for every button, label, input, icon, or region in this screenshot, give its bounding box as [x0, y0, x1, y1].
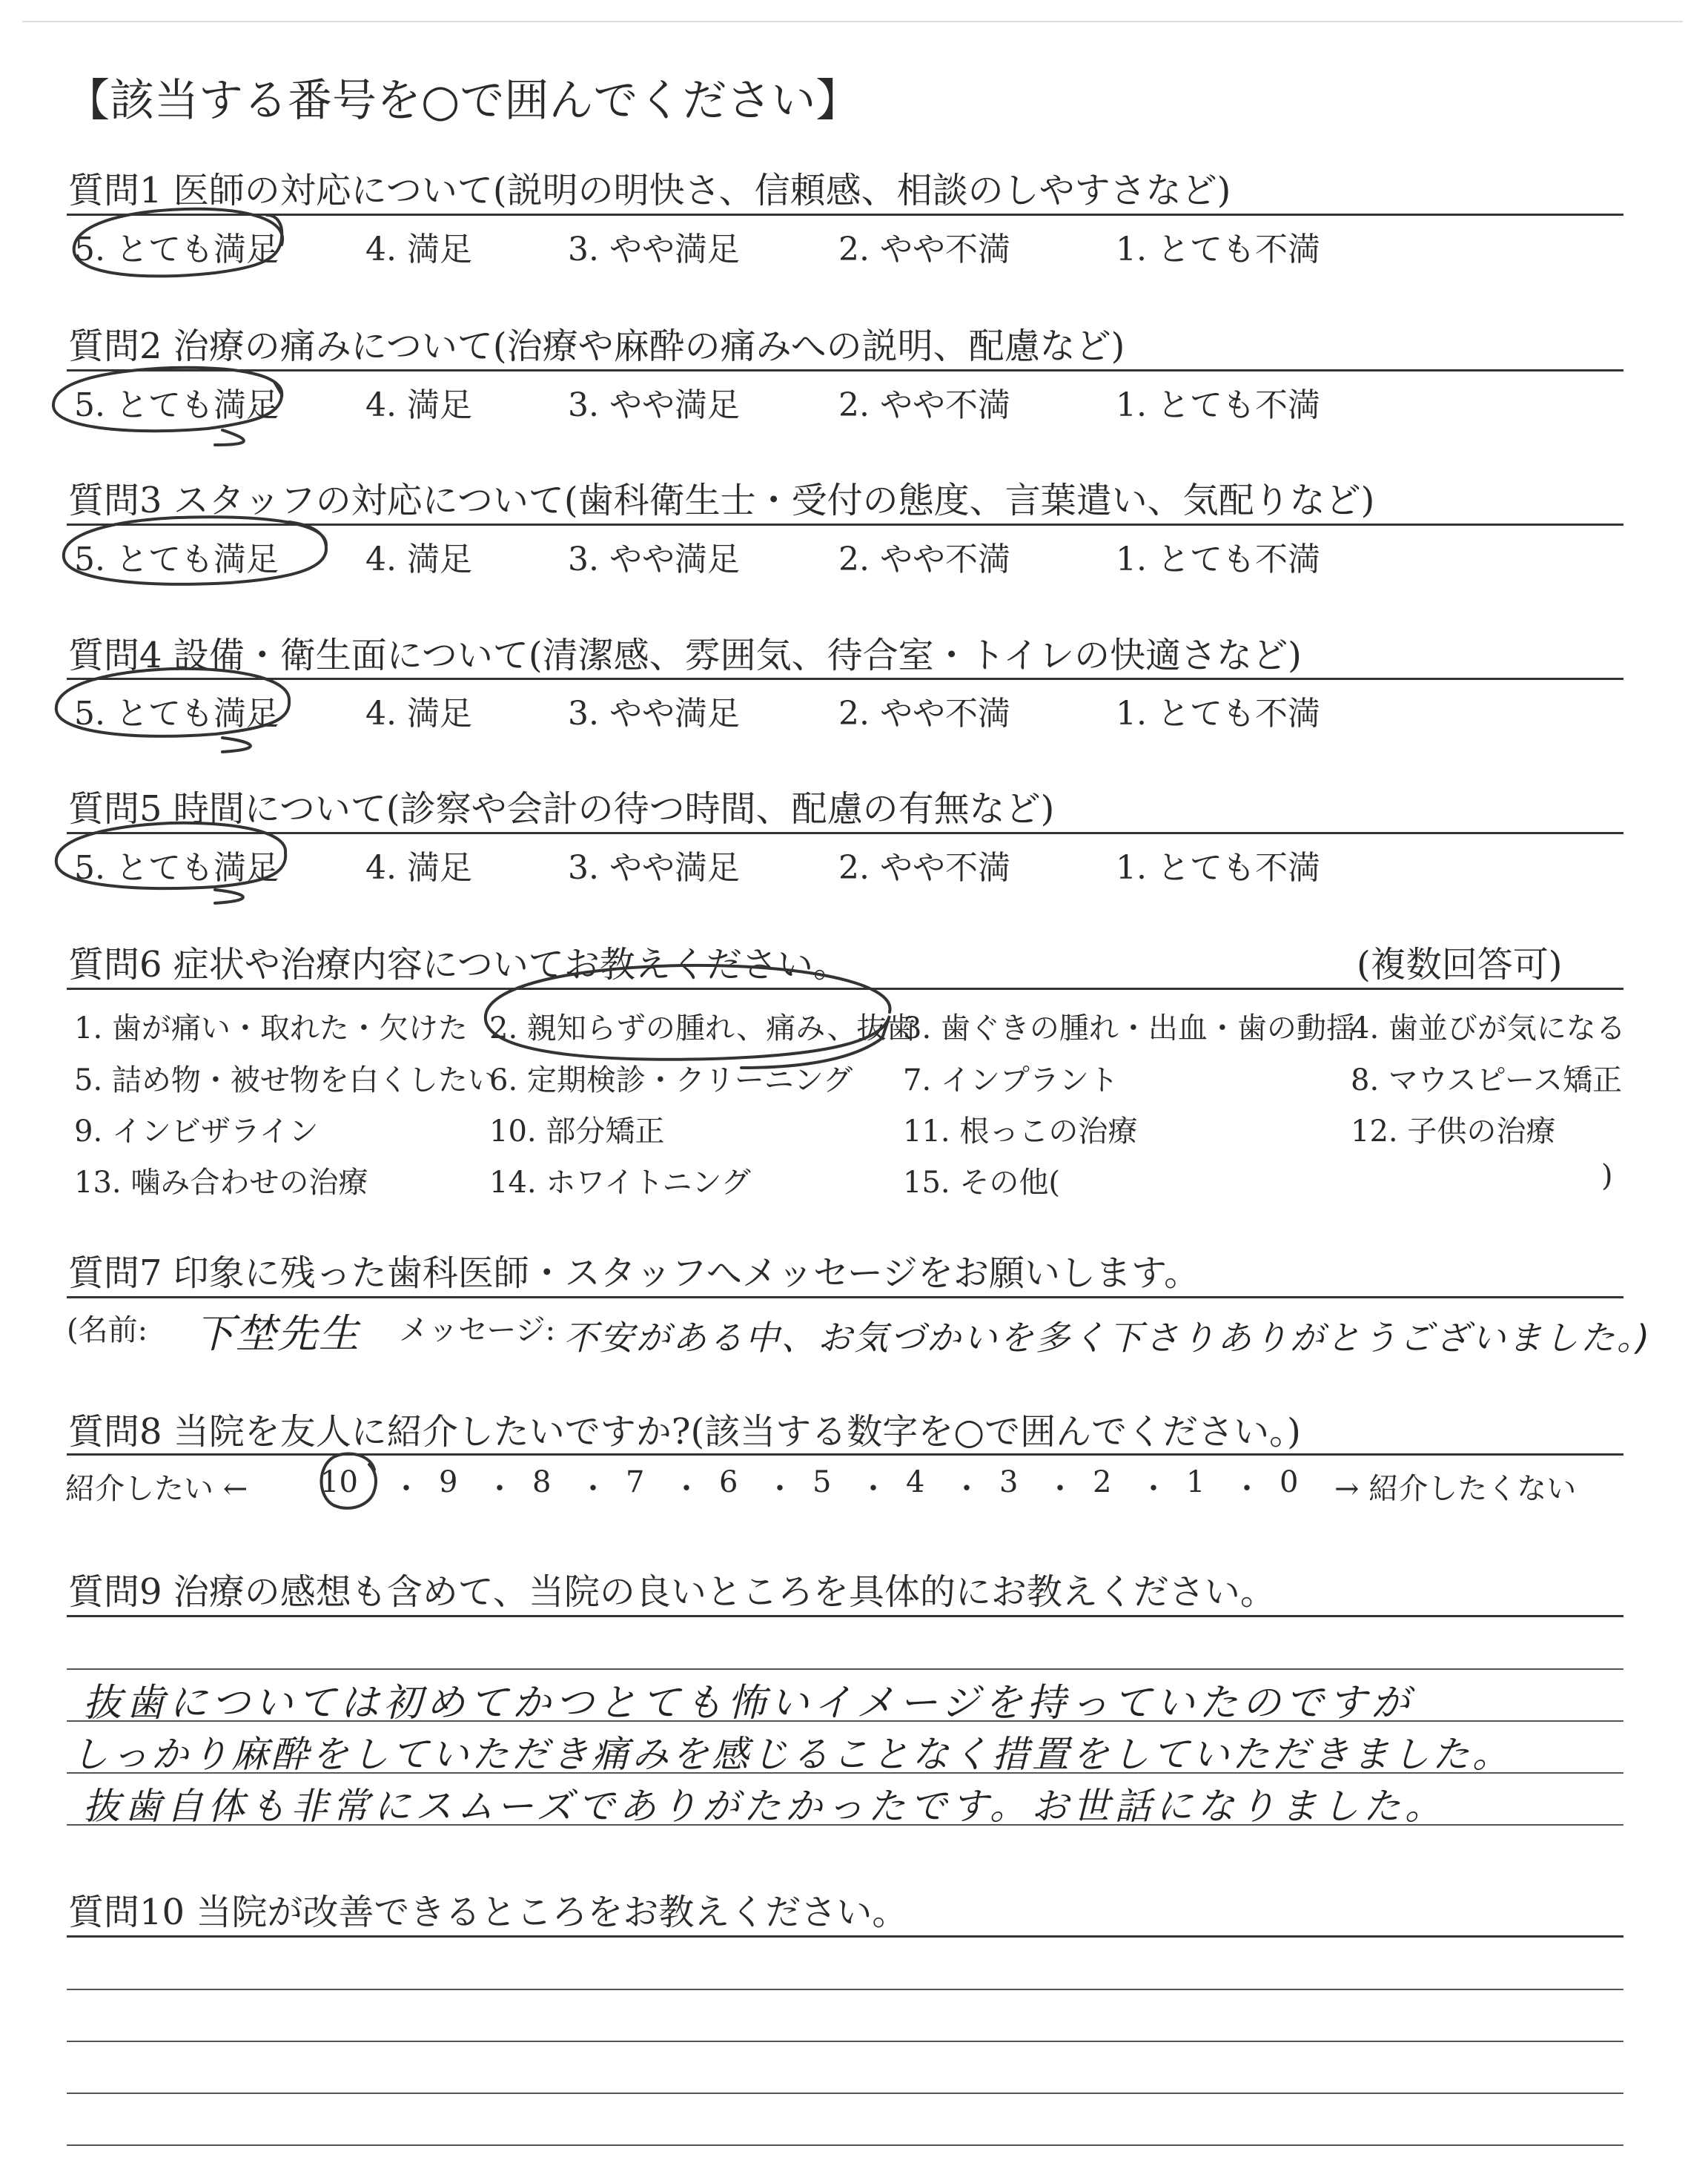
- q9-answer-line-2[interactable]: しっかり麻酔をしていただき痛みを感じることなく措置をしていただきました。: [71, 1733, 1512, 1776]
- q6-item-10[interactable]: 10. 部分矯正: [489, 1114, 665, 1149]
- q8-number-8[interactable]: 8: [532, 1465, 552, 1499]
- q6-item-4[interactable]: 4. 歯並びが気になる: [1351, 1011, 1626, 1046]
- q8-dot: ・: [391, 1472, 421, 1506]
- q6-item-15-close: ): [1601, 1159, 1613, 1193]
- q1-option-3[interactable]: 3. やや満足: [568, 231, 740, 268]
- q4-option-4[interactable]: 4. 満足: [365, 695, 472, 733]
- q6-rule: [67, 988, 1623, 990]
- q1-option-1[interactable]: 1. とても不満: [1116, 231, 1320, 268]
- q5-option-2[interactable]: 2. やや不満: [838, 849, 1010, 887]
- q6-item-1[interactable]: 1. 歯が痛い・取れた・欠けた: [74, 1011, 468, 1046]
- q10-title: 質問10 当院が改善できるところをお教えください。: [68, 1892, 908, 1933]
- q8-title: 質問8 当院を友人に紹介したいですか?(該当する数字を○で囲んでください。): [68, 1411, 1301, 1453]
- q6-item-12[interactable]: 12. 子供の治療: [1351, 1114, 1556, 1149]
- q7-title: 質問7 印象に残った歯科医師・スタッフへメッセージをお願いします。: [68, 1252, 1200, 1294]
- page-title: 【該当する番号を○で囲んでください】: [65, 75, 861, 127]
- q1-title: 質問1 医師の対応について(説明の明快さ、信頼感、相談のしやすさなど): [68, 170, 1231, 211]
- q8-number-6[interactable]: 6: [719, 1465, 738, 1499]
- q8-number-7[interactable]: 7: [626, 1465, 645, 1499]
- q5-option-5[interactable]: 5. とても満足: [74, 849, 279, 887]
- q8-dot: ・: [672, 1472, 701, 1506]
- q3-rule: [67, 524, 1623, 526]
- q10-writing-line: [67, 2093, 1623, 2094]
- q2-rule: [67, 369, 1623, 371]
- q6-item-3[interactable]: 3. 歯ぐきの腫れ・出血・歯の動揺: [903, 1011, 1356, 1046]
- q4-title: 質問4 設備・衛生面について(清潔感、雰囲気、待合室・トイレの快適さなど): [68, 635, 1302, 676]
- q2-title: 質問2 治療の痛みについて(治療や麻酔の痛みへの説明、配慮など): [68, 326, 1125, 367]
- q4-option-1[interactable]: 1. とても不満: [1116, 695, 1320, 733]
- q8-dot: ・: [485, 1472, 514, 1506]
- q9-answer-line-3[interactable]: 抜歯自体も非常にスムーズでありがたかったです。お世話になりました。: [83, 1785, 1446, 1828]
- q3-title: 質問3 スタッフの対応について(歯科衛生士・受付の態度、言葉遣い、気配りなど): [68, 480, 1375, 521]
- q8-number-10[interactable]: 10: [320, 1465, 358, 1499]
- q6-item-7[interactable]: 7. インプラント: [903, 1063, 1119, 1097]
- q7-rule: [67, 1296, 1623, 1298]
- q10-writing-line: [67, 2144, 1623, 2146]
- q8-dot: ・: [1232, 1472, 1262, 1506]
- q3-option-1[interactable]: 1. とても不満: [1116, 541, 1320, 578]
- q6-item-11[interactable]: 11. 根っこの治療: [903, 1114, 1138, 1149]
- q7-message-label: メッセージ:: [399, 1313, 556, 1347]
- q7-name-value[interactable]: 下埜先生: [194, 1310, 360, 1357]
- q8-number-3[interactable]: 3: [999, 1465, 1019, 1499]
- q1-option-4[interactable]: 4. 満足: [365, 231, 472, 268]
- q2-option-5[interactable]: 5. とても満足: [74, 386, 279, 424]
- q6-item-6[interactable]: 6. 定期検診・クリーニング: [489, 1063, 853, 1097]
- q6-item-5[interactable]: 5. 詰め物・被せ物を白くしたい: [74, 1063, 497, 1097]
- q3-option-2[interactable]: 2. やや不満: [838, 541, 1010, 578]
- q8-rule: [67, 1453, 1623, 1456]
- q7-message-value[interactable]: 不安がある中、お気づかいを多く下さりありがとうございました。): [563, 1318, 1652, 1358]
- q2-option-1[interactable]: 1. とても不満: [1116, 386, 1320, 424]
- q5-option-4[interactable]: 4. 満足: [365, 849, 472, 887]
- q10-writing-line: [67, 2041, 1623, 2042]
- q6-item-15[interactable]: 15. その他(: [903, 1166, 1060, 1200]
- q8-dot: ・: [1139, 1472, 1168, 1506]
- q8-number-9[interactable]: 9: [439, 1465, 458, 1499]
- q7-name-label: (名前:: [67, 1313, 148, 1347]
- q2-option-2[interactable]: 2. やや不満: [838, 386, 1010, 424]
- q8-dot: ・: [858, 1472, 888, 1506]
- q5-rule: [67, 832, 1623, 834]
- q5-title: 質問5 時間について(診察や会計の待つ時間、配慮の有無など): [68, 788, 1055, 830]
- q3-option-4[interactable]: 4. 満足: [365, 541, 472, 578]
- q4-option-5[interactable]: 5. とても満足: [74, 695, 279, 733]
- q1-option-2[interactable]: 2. やや不満: [838, 231, 1010, 268]
- q6-item-2[interactable]: 2. 親知らずの腫れ、痛み、抜歯: [489, 1011, 916, 1046]
- q3-option-3[interactable]: 3. やや満足: [568, 541, 740, 578]
- q8-number-1[interactable]: 1: [1186, 1465, 1205, 1499]
- q10-writing-line: [67, 1989, 1623, 1990]
- q6-item-9[interactable]: 9. インビザライン: [74, 1114, 319, 1149]
- q1-option-5[interactable]: 5. とても満足: [74, 231, 279, 268]
- q5-option-1[interactable]: 1. とても不満: [1116, 849, 1320, 887]
- q3-option-5[interactable]: 5. とても満足: [74, 541, 279, 578]
- q6-item-14[interactable]: 14. ホワイトニング: [489, 1166, 751, 1200]
- q6-item-13[interactable]: 13. 噛み合わせの治療: [74, 1166, 368, 1200]
- q9-title: 質問9 治療の感想も含めて、当院の良いところを具体的にお教えください。: [68, 1571, 1276, 1613]
- q8-number-4[interactable]: 4: [906, 1465, 925, 1499]
- q6-title: 質問6 症状や治療内容についてお教えください。: [68, 944, 849, 985]
- q8-dot: ・: [578, 1472, 608, 1506]
- q8-left-label: 紹介したい ←: [65, 1472, 248, 1506]
- q8-right-label: → 紹介したくない: [1334, 1472, 1577, 1506]
- q8-number-0[interactable]: 0: [1280, 1465, 1299, 1499]
- q4-option-2[interactable]: 2. やや不満: [838, 695, 1010, 733]
- q6-note: (複数回答可): [1357, 944, 1563, 985]
- q9-answer-line-1[interactable]: 抜歯については初めてかつとても怖いイメージを持っていたのですが: [83, 1681, 1414, 1725]
- q5-option-3[interactable]: 3. やや満足: [568, 849, 740, 887]
- q6-item-8[interactable]: 8. マウスピース矯正: [1351, 1063, 1623, 1097]
- q8-dot: ・: [1045, 1472, 1075, 1506]
- q8-number-5[interactable]: 5: [812, 1465, 832, 1499]
- q1-rule: [67, 214, 1623, 216]
- q9-rule: [67, 1615, 1623, 1617]
- q2-option-4[interactable]: 4. 満足: [365, 386, 472, 424]
- q8-dot: ・: [952, 1472, 982, 1506]
- q8-number-2[interactable]: 2: [1093, 1465, 1112, 1499]
- top-border: [22, 21, 1683, 22]
- q4-option-3[interactable]: 3. やや満足: [568, 695, 740, 733]
- q2-option-3[interactable]: 3. やや満足: [568, 386, 740, 424]
- q4-rule: [67, 678, 1623, 680]
- q10-rule: [67, 1935, 1623, 1938]
- q9-writing-line: [67, 1668, 1623, 1670]
- q8-dot: ・: [765, 1472, 795, 1506]
